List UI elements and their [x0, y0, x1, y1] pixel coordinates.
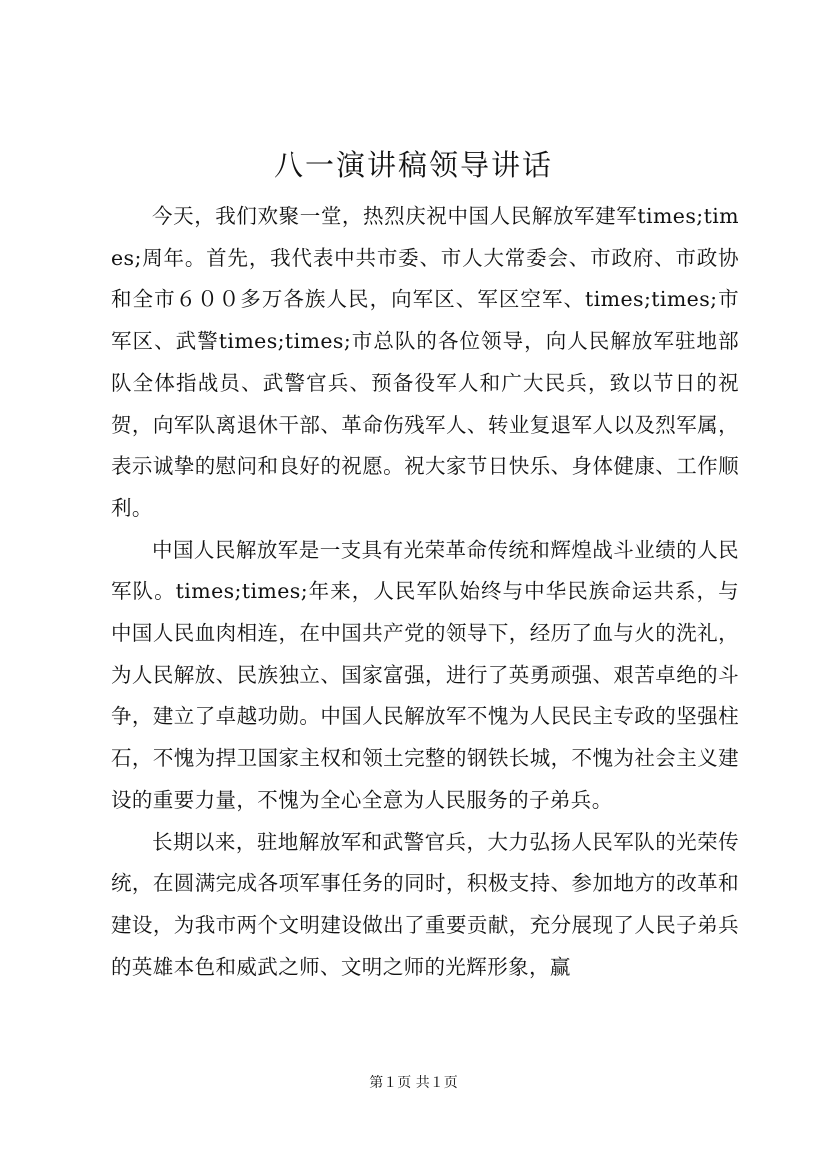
page-footer: 第１页 共１页	[369, 1075, 458, 1091]
paragraph-3: 长期以来，驻地解放军和武警官兵，大力弘扬人民军队的光荣传统，在圆满完成各项军事任务的同时，积极支持、参加地方的改革和建设，为我市两个文明建设做出了重要贡献，充分展现了人民子弟兵的英雄本色和威武之师、文明之师的光辉形象，赢	[111, 829, 739, 979]
document-title: 八一演讲稿领导讲话	[273, 148, 553, 182]
paragraph-1: 今天，我们欢聚一堂，热烈庆祝中国人民解放军建军times;times;周年。首先，我代表中共市委、市人大常委会、市政府、市政协和全市６００多万各族人民，向军区、军区空军、times;times;市军区、武警times;times;市总队的各位领导，向人民解放军驻地部队全体指战员、武警官兵、预备役军人和广大民兵，致以节日的祝贺，向军队离退休干部、革命伤残军人、转业复退军人以及烈军属，表示诚挚的慰问和良好的祝愿。祝大家节日快乐、身体健康、工作顺利。	[111, 204, 739, 520]
paragraph-2: 中国人民解放军是一支具有光荣革命传统和辉煌战斗业绩的人民军队。times;times;年来，人民军队始终与中华民族命运共系，与中国人民血肉相连，在中国共产党的领导下，经历了血与火的洗礼，为人民解放、民族独立、国家富强，进行了英勇顽强、艰苦卓绝的斗争，建立了卓越功勋。中国人民解放军不愧为人民民主专政的坚强柱石，不愧为捍卫国家主权和领土完整的钢铁长城，不愧为社会主义建设的重要力量，不愧为全心全意为人民服务的子弟兵。	[111, 537, 739, 812]
document-body	[111, 196, 739, 988]
